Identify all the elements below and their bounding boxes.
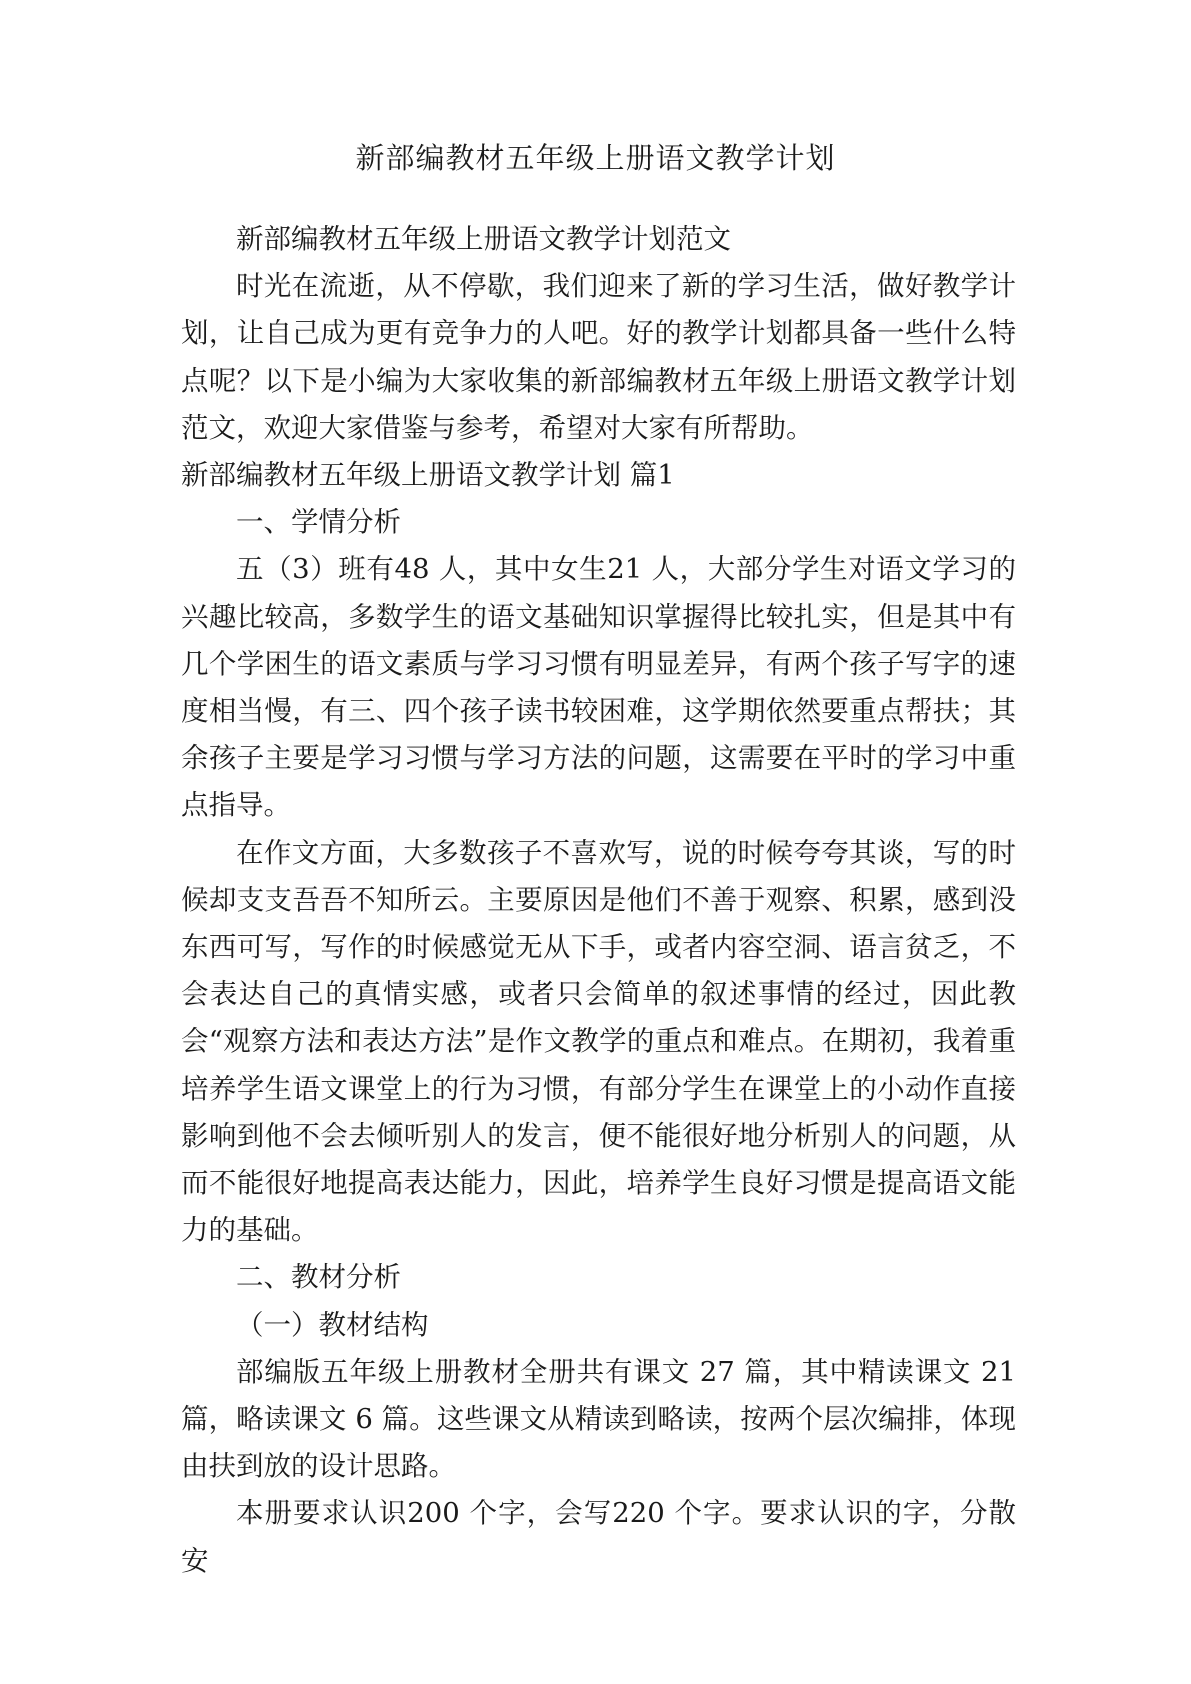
document-title: 新部编教材五年级上册语文教学计划 <box>355 141 836 175</box>
class-situation-paragraph: 五（3）班有48 人，其中女生21 人，大部分学生对语文学习的兴趣比较高，多数学生的语文基础知识掌握得比较扎实，但是其中有几个学困生的语文素质与学习习惯有明显差异，有两个孩子写字的速度相当慢，有三、四个孩子读书较困难，这学期依然要重点帮扶；其余孩子主要是学习习惯与学习方法的问题，这需要在平时的学习中重点指导。 <box>181 553 1016 822</box>
document-body <box>181 216 1016 1585</box>
character-requirements-paragraph: 本册要求认识200 个字，会写220 个字。要求认识的字，分散安 <box>181 1497 1016 1577</box>
textbook-structure-paragraph: 部编版五年级上册教材全册共有课文 27 篇，其中精读课文 21 篇，略读课文 6 篇。这些课文从精读到略读，按两个层次编排，体现由扶到放的设计思路。 <box>181 1355 1016 1483</box>
writing-analysis-paragraph: 在作文方面，大多数孩子不喜欢写，说的时候夸夸其谈，写的时候却支支吾吾不知所云。主要原因是他们不善于观察、积累，感到没东西可写，写作的时候感觉无从下手，或者内容空洞、语言贫乏，不会表达自己的真情实感，或者只会简单的叙述事情的经过，因此教会“观察方法和表达方法”是作文教学的重点和难点。在期初，我着重培养学生语文课堂上的行为习惯，有部分学生在课堂上的小动作直接影响到他不会去倾听别人的发言，便不能很好地分析别人的问题，从而不能很好地提高表达能力，因此，培养学生良好习惯是提高语文能力的基础。 <box>181 836 1016 1247</box>
subtitle-paragraph: 新部编教材五年级上册语文教学计划范文 <box>236 223 731 255</box>
heading-textbook-analysis: 二、教材分析 <box>236 1261 401 1294</box>
intro-paragraph: 时光在流逝，从不停歇，我们迎来了新的学习生活，做好教学计划，让自己成为更有竞争力的人吧。好的教学计划都具备一些什么特点呢？以下是小编为大家收集的新部编教材五年级上册语文教学计划范文，欢迎大家借鉴与参考，希望对大家有所帮助。 <box>181 270 1016 444</box>
heading-textbook-structure: （一）教材结构 <box>236 1308 429 1341</box>
section-heading: 新部编教材五年级上册语文教学计划 篇1 <box>181 459 675 492</box>
heading-learning-analysis: 一、学情分析 <box>236 506 401 539</box>
